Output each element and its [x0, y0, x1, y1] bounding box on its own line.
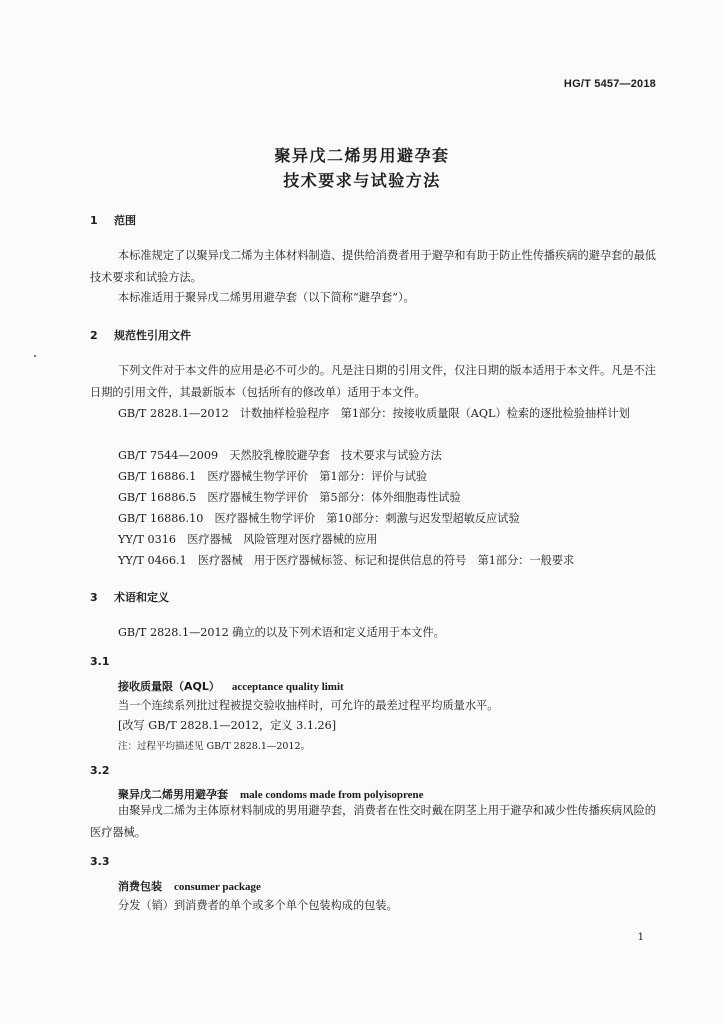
term-chinese: 消费包装	[118, 880, 162, 893]
reference-item: YY/T 0316 医疗器械 风险管理对医疗器械的应用	[118, 533, 378, 546]
section-1-paragraph-1: 本标准规定了以聚异戊二烯为主体材料制造、提供给消费者用于避孕和有助于防止性传播疾病的避孕套的最低技术要求和试验方法。	[90, 249, 656, 284]
section-title: 术语和定义	[114, 591, 169, 604]
section-title: 范围	[114, 214, 136, 227]
section-title: 规范性引用文件	[114, 329, 191, 342]
section-3-intro: GB/T 2828.1—2012 确立的以及下列术语和定义适用于本文件。	[118, 626, 445, 639]
term-english: male condoms made from polyisoprene	[240, 789, 424, 801]
term-definition: 分发（销）到消费者的单个或多个单个包装构成的包装。	[118, 899, 398, 912]
section-2-heading	[90, 327, 191, 343]
section-1-heading	[90, 212, 136, 228]
section-2-intro: 下列文件对于本文件的应用是必不可少的。凡是注日期的引用文件，仅注日期的版本适用于本文件。凡是不注日期的引用文件，其最新版本（包括所有的修改单）适用于本文件。	[90, 364, 656, 399]
term-number: 3.2	[90, 764, 110, 777]
term-english: acceptance quality limit	[231, 681, 344, 693]
term-english: consumer package	[174, 881, 261, 893]
term-number: 3.3	[90, 855, 110, 868]
term-note: 注：过程平均描述见 GB/T 2828.1—2012。	[118, 741, 311, 752]
term-number: 3.1	[90, 655, 110, 668]
section-number: 1	[90, 214, 98, 227]
reference-item: GB/T 16886.10 医疗器械生物学评价 第10部分：刺激与迟发型超敏反应试验	[118, 512, 520, 525]
section-number: 2	[90, 329, 98, 342]
section-number: 3	[90, 591, 98, 604]
document-title-line1: 聚异戊二烯男用避孕套	[274, 146, 450, 165]
reference-item: GB/T 16886.1 医疗器械生物学评价 第1部分：评价与试验	[118, 470, 428, 483]
reference-item: YY/T 0466.1 医疗器械 用于医疗器械标签、标记和提供信息的符号 第1部分：一般要求	[118, 554, 575, 567]
term-title	[118, 678, 344, 694]
term-title	[118, 878, 261, 894]
section-1-paragraph-2: 本标准适用于聚异戊二烯男用避孕套（以下简称“避孕套”）。	[118, 291, 415, 304]
term-source: [改写 GB/T 2828.1—2012，定义 3.1.26]	[118, 719, 337, 732]
standard-code: HG/T 5457—2018	[563, 78, 656, 90]
reference-item: GB/T 16886.5 医疗器械生物学评价 第5部分：体外细胞毒性试验	[118, 491, 461, 504]
scan-speck	[34, 355, 36, 357]
reference-item: GB/T 7544—2009 天然胶乳橡胶避孕套 技术要求与试验方法	[118, 449, 442, 462]
term-definition: 由聚异戊二烯为主体原材料制成的男用避孕套，消费者在性交时戴在阴茎上用于避孕和减少性传播疾病风险的医疗器械。	[90, 804, 656, 839]
term-chinese: 接收质量限（AQL）	[118, 680, 220, 693]
document-title-line2: 技术要求与试验方法	[283, 171, 441, 190]
term-chinese: 聚异戊二烯男用避孕套	[118, 788, 228, 801]
section-3-heading	[90, 589, 169, 605]
reference-item: GB/T 2828.1—2012 计数抽样检验程序 第1部分：按接收质量限（AQL）检索的逐批检验抽样计划	[118, 407, 630, 420]
page-number: 1	[637, 932, 644, 943]
term-definition: 当一个连续系列批过程被提交验收抽样时，可允许的最差过程平均质量水平。	[118, 699, 499, 712]
